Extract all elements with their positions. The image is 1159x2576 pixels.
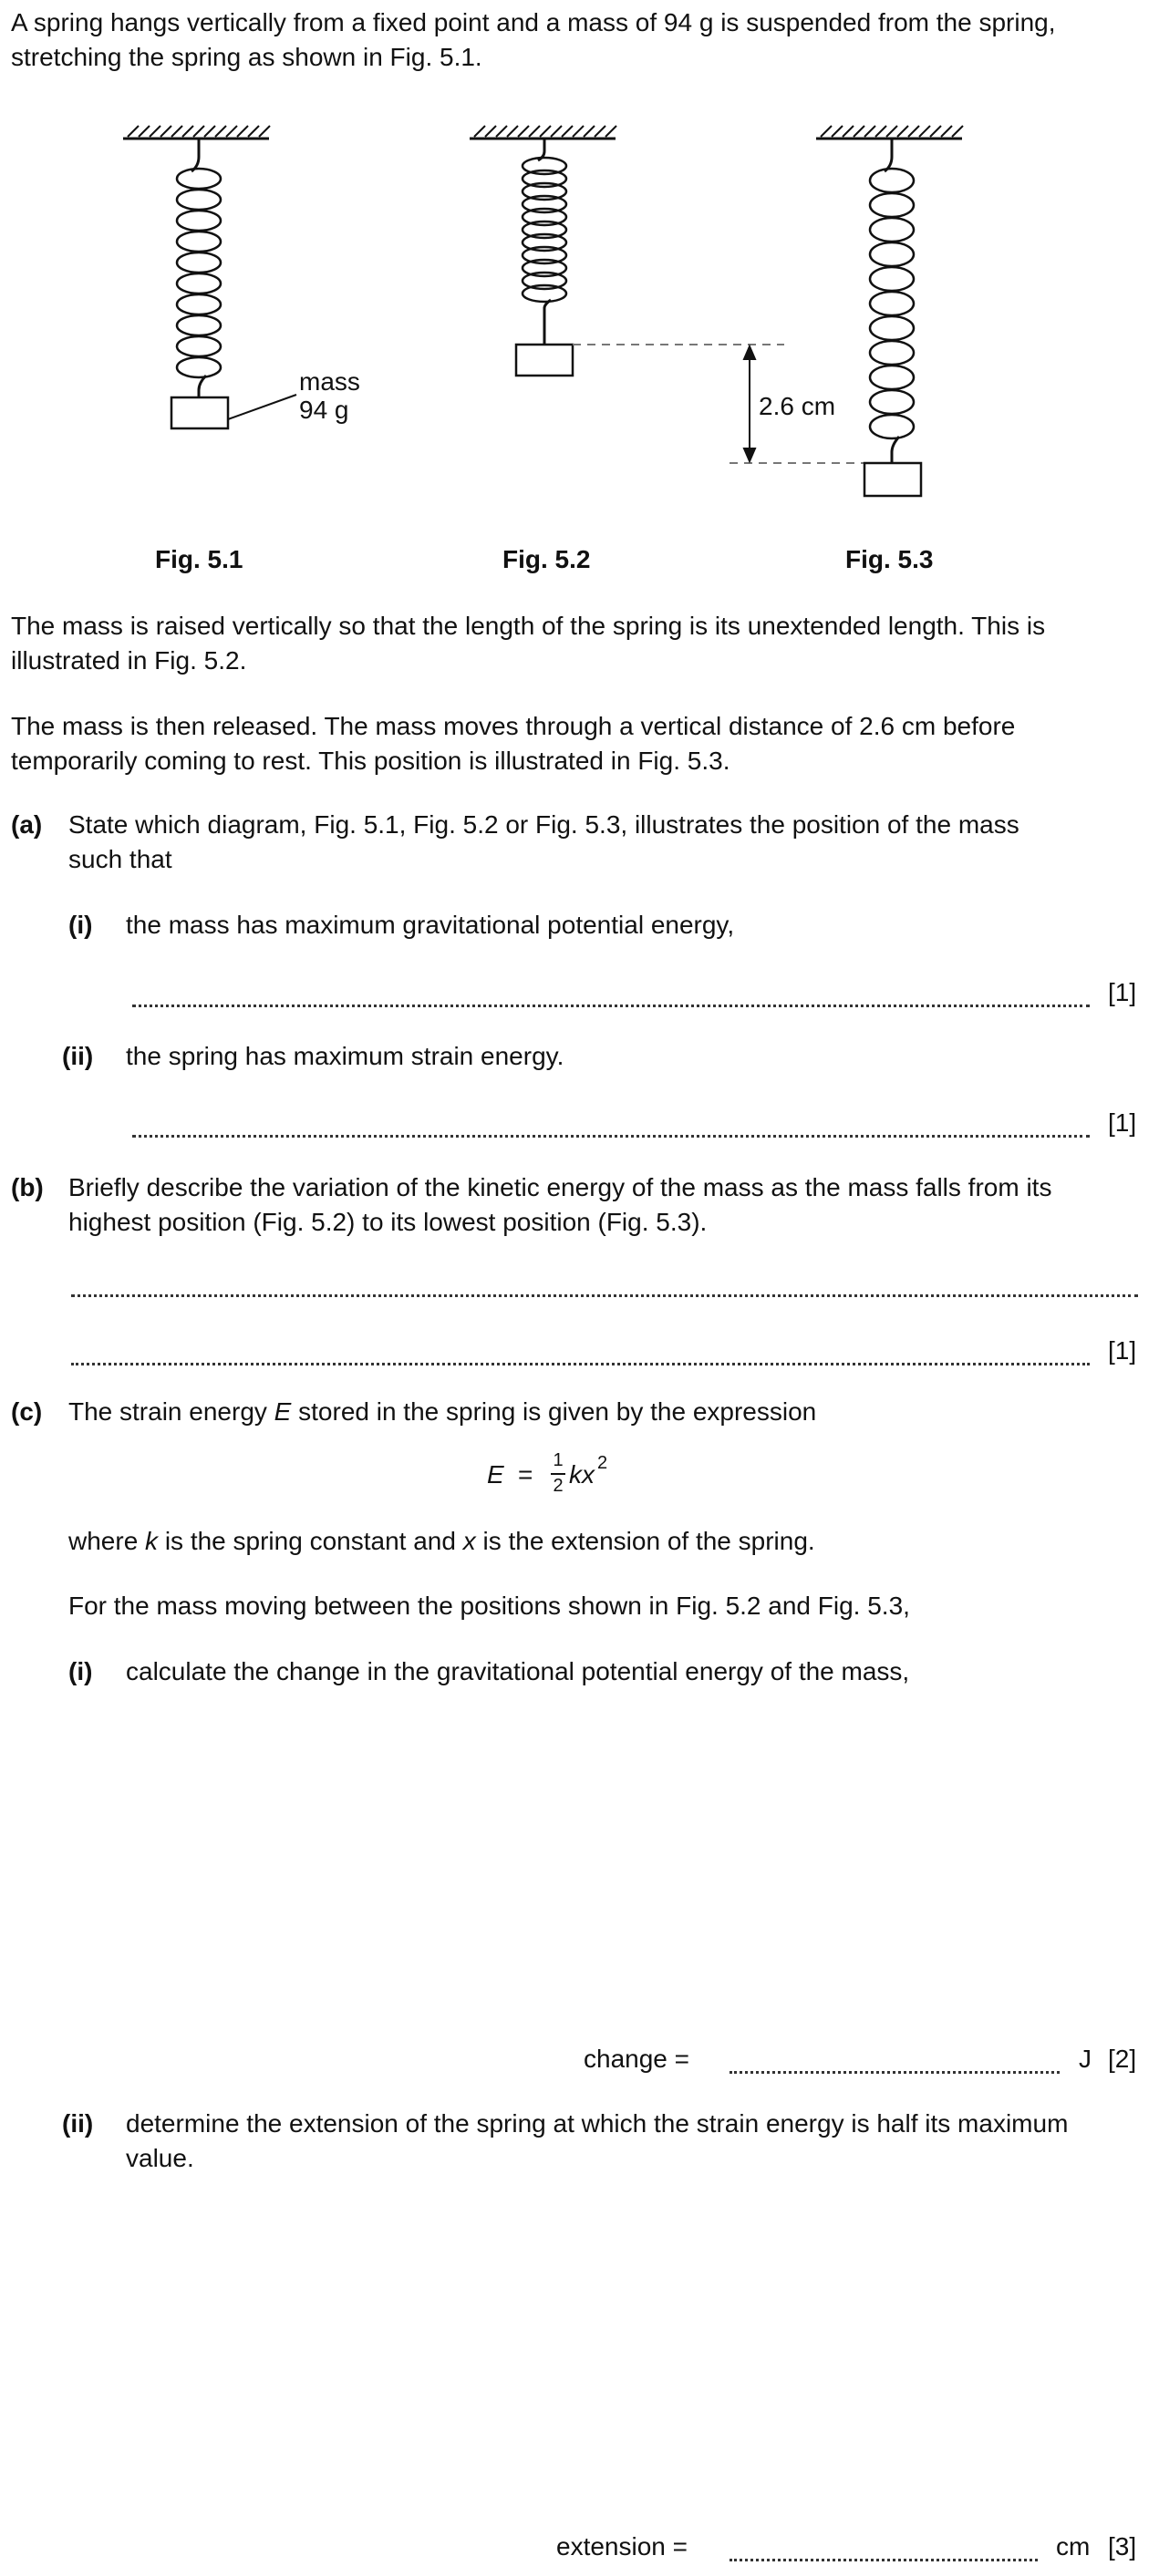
where-text-1: where	[68, 1527, 146, 1555]
part-c-line-1-pre: The strain energy	[68, 1397, 274, 1426]
fig-5-2-diagram	[470, 126, 616, 376]
part-a-line-2: such that	[68, 845, 172, 873]
strain-energy-equation	[487, 1446, 669, 1510]
part-a-ii-mark: [1]	[1108, 1108, 1137, 1137]
answer-line-c-i[interactable]	[730, 2071, 1060, 2074]
part-c-i-label: (i)	[68, 1657, 93, 1685]
part-a-ii-label: (ii)	[62, 1042, 94, 1070]
part-c-line-1-post: stored in the spring is given by the expression	[291, 1397, 817, 1426]
answer-line-b-1[interactable]	[71, 1294, 1138, 1297]
part-c-where	[68, 1524, 815, 1559]
fig-5-2-label: Fig. 5.2	[502, 545, 591, 573]
part-a-line-1: State which diagram, Fig. 5.1, Fig. 5.2 or Fig. 5.3, illustrates the position of the mass	[68, 810, 1019, 839]
part-c-ii-unit: cm	[1056, 2532, 1091, 2561]
part-a-i-mark: [1]	[1108, 978, 1137, 1006]
part-b-line-2: highest position (Fig. 5.2) to its lowest position (Fig. 5.3).	[68, 1208, 708, 1236]
answer-line-a-ii[interactable]	[132, 1135, 1090, 1138]
part-c-var-e: E	[274, 1397, 292, 1426]
para2-line-2: illustrated in Fig. 5.2.	[11, 646, 247, 675]
intro-line-2: stretching the spring as shown in Fig. 5.1.	[11, 43, 482, 71]
part-c-i-mark: [2]	[1108, 2045, 1137, 2073]
where-text-3: is the extension of the spring.	[475, 1527, 815, 1555]
mass-value-label: 94 g	[299, 396, 349, 424]
para2-line-1: The mass is raised vertically so that the length of the spring is its unextended length. This is	[11, 612, 1046, 640]
answer-line-a-i[interactable]	[132, 1005, 1090, 1007]
fig-5-1-diagram	[123, 126, 296, 428]
fig-5-1-label: Fig. 5.1	[155, 545, 243, 573]
distance-label: 2.6 cm	[759, 392, 836, 420]
part-b-label: (b)	[11, 1173, 44, 1201]
mass-label: mass	[299, 367, 360, 396]
eq-lhs: E	[487, 1460, 504, 1489]
part-c-i-answer-label: change =	[584, 2045, 689, 2073]
part-c-ii-mark: [3]	[1108, 2532, 1137, 2561]
intro-line-1: A spring hangs vertically from a fixed point and a mass of 94 g is suspended from the spring,	[11, 8, 1056, 36]
fig-5-3-diagram	[816, 126, 963, 496]
part-a-ii-text: the spring has maximum strain energy.	[126, 1042, 564, 1070]
part-c-ii-answer-label: extension =	[556, 2532, 688, 2561]
part-a-label: (a)	[11, 810, 43, 839]
eq-denominator: 2	[553, 1476, 564, 1496]
working-space-c-i[interactable]	[68, 1695, 1140, 2033]
where-var-k: k	[145, 1527, 159, 1555]
part-c-ii-line-2: value.	[126, 2144, 194, 2172]
part-c-label: (c)	[11, 1397, 43, 1426]
eq-rhs: kx	[569, 1460, 595, 1489]
part-c-i-text: calculate the change in the gravitational potential energy of the mass,	[126, 1657, 910, 1685]
answer-line-b-2[interactable]	[71, 1363, 1090, 1365]
eq-exponent: 2	[597, 1453, 608, 1473]
spring-figures	[0, 100, 1159, 611]
part-c-line-1	[68, 1395, 816, 1429]
part-a-i-text: the mass has maximum gravitational potential energy,	[126, 911, 735, 939]
part-b-line-1: Briefly describe the variation of the kinetic energy of the mass as the mass falls from its	[68, 1173, 1052, 1201]
working-space-c-ii[interactable]	[68, 2183, 1140, 2520]
where-var-x: x	[462, 1527, 476, 1555]
para3-line-2: temporarily coming to rest. This position is illustrated in Fig. 5.3.	[11, 747, 730, 775]
answer-line-c-ii[interactable]	[730, 2559, 1038, 2561]
part-c-i-unit: J	[1079, 2045, 1092, 2073]
part-a-i-label: (i)	[68, 911, 93, 939]
part-b-mark: [1]	[1108, 1336, 1137, 1365]
part-c-ii-label: (ii)	[62, 2109, 94, 2138]
where-text-2: is the spring constant and	[158, 1527, 463, 1555]
eq-equals: =	[518, 1460, 533, 1489]
part-c-between: For the mass moving between the positions shown in Fig. 5.2 and Fig. 5.3,	[68, 1592, 910, 1620]
eq-numerator: 1	[553, 1450, 564, 1470]
part-c-ii-line-1: determine the extension of the spring at which the strain energy is half its maximum	[126, 2109, 1069, 2138]
eq-fraction-bar	[551, 1473, 565, 1475]
para3-line-1: The mass is then released. The mass moves through a vertical distance of 2.6 cm before	[11, 712, 1016, 740]
fig-5-3-label: Fig. 5.3	[845, 545, 934, 573]
